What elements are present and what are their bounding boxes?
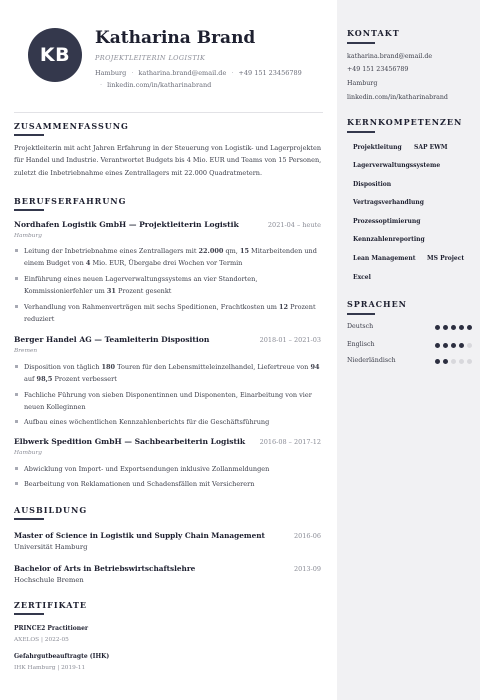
separator-dot: · — [131, 69, 134, 77]
header-city: Hamburg — [95, 69, 127, 77]
header-contact-line — [95, 69, 302, 77]
summary-heading: ZUSAMMENFASSUNG — [14, 121, 129, 131]
certificate-name: PRINCE2 Practitioner — [14, 625, 89, 632]
header-phone[interactable]: +49 151 23456789 — [238, 69, 302, 77]
skill-tag: Vertragsverhandlung — [353, 199, 424, 206]
level-dot — [451, 325, 456, 330]
job-bullet: Aufbau eines wöchentlichen Kennzahlenberichts für die Geschäftsführung — [24, 416, 324, 428]
skill-tag: Kennzahlenreporting — [353, 236, 425, 243]
avatar-initials: KB — [39, 44, 71, 66]
level-dot — [451, 343, 456, 348]
education-heading: AUSBILDUNG — [14, 505, 88, 515]
skill-tag: Projektleitung — [353, 144, 402, 151]
language-name: Englisch — [347, 341, 375, 348]
section-underline — [14, 518, 44, 520]
separator-dot: · — [231, 69, 234, 77]
job-bullet: Disposition von täglich 180 Touren für den Lebensmitteleinzelhandel, Liefertreue von 94 auf 98,5 Prozent verbessert — [24, 361, 324, 386]
job-bullet: Einführung eines neuen Lagerverwaltungssystems an vier Standorten, Kommissionierfehler um 31 Prozent gesenkt — [24, 273, 324, 298]
contact-heading: KONTAKT — [347, 28, 400, 38]
job-bullet: Fachliche Führung von sieben Disponentinnen und Disponenten, Einarbeitung von vier neuen Kolleginnen — [24, 389, 324, 414]
candidate-name: Katharina Brand — [95, 28, 256, 48]
sidebar-phone[interactable]: +49 151 23456789 — [347, 66, 409, 73]
job-title: Elbwerk Spedition GmbH — Sachbearbeiterin Logistik — [14, 437, 246, 446]
job-date: 2016-08 – 2017-12 — [259, 438, 321, 446]
section-underline — [347, 131, 375, 133]
skill-tag: MS Project — [427, 255, 465, 262]
section-underline — [14, 134, 44, 136]
education-degree: Master of Science in Logistik und Supply Chain Management — [14, 531, 265, 540]
sidebar-linkedin[interactable]: linkedin.com/in/katharinabrand — [347, 94, 448, 101]
job-bullet: Leitung der Inbetriebnahme eines Zentrallagers mit 22.000 qm, 15 Mitarbeitenden und einem Budget von 4 Mio. EUR, Übergabe drei Wochen vor Termin — [24, 245, 324, 270]
level-dot — [435, 343, 440, 348]
skill-tag: Lean Management — [353, 255, 416, 262]
certificates-heading: ZERTIFIKATE — [14, 600, 88, 610]
job-date: 2021-04 – heute — [267, 221, 321, 229]
level-dot — [443, 343, 448, 348]
level-dot — [435, 325, 440, 330]
job-title: Nordhafen Logistik GmbH — Projektleiterin Logistik — [14, 220, 239, 229]
job-location: Hamburg — [14, 233, 42, 239]
education-date: 2016-06 — [293, 532, 321, 540]
level-dot — [459, 325, 464, 330]
language-level-dots — [435, 343, 472, 348]
section-underline — [347, 313, 375, 315]
job-bullet: Abwicklung von Import- und Exportsendungen inklusive Zollanmeldungen — [24, 463, 324, 475]
certificate-name: Gefahrgutbeauftragte (IHK) — [14, 653, 110, 660]
skill-tag: Lagerverwaltungssysteme — [353, 162, 441, 169]
skill-tag: Excel — [353, 274, 371, 281]
job-bullet: Bearbeitung von Reklamationen und Schadensfällen mit Versicherern — [24, 478, 324, 490]
section-underline — [347, 42, 375, 44]
languages-heading: SPRACHEN — [347, 299, 407, 309]
certificate-meta: AXELOS | 2022-05 — [14, 637, 69, 643]
separator-dot: · — [100, 81, 103, 89]
level-dot — [451, 359, 456, 364]
section-underline — [14, 613, 44, 615]
job-location: Hamburg — [14, 450, 42, 456]
header-linkedin[interactable]: linkedin.com/in/katharinabrand — [107, 81, 212, 89]
language-level-dots — [435, 359, 472, 364]
job-title: Berger Handel AG — Teamleiterin Disposition — [14, 335, 210, 344]
certificate-meta: IHK Hamburg | 2019-11 — [14, 665, 86, 671]
level-dot — [467, 359, 472, 364]
level-dot — [467, 343, 472, 348]
language-name: Niederländisch — [347, 357, 396, 364]
education-institution: Universität Hamburg — [14, 543, 88, 551]
education-date: 2013-09 — [293, 565, 321, 573]
job-title-subtitle: PROJEKTLEITERIN LOGISTIK — [95, 54, 206, 62]
level-dot — [435, 359, 440, 364]
experience-heading: BERUFSERFAHRUNG — [14, 196, 127, 206]
education-institution: Hochschule Bremen — [14, 576, 84, 584]
job-bullet: Verhandlung von Rahmenverträgen mit sechs Speditionen, Frachtkosten um 12 Prozent reduziert — [24, 301, 324, 326]
sidebar-city: Hamburg — [347, 80, 378, 87]
sidebar — [337, 0, 480, 700]
language-name: Deutsch — [347, 323, 374, 330]
education-degree: Bachelor of Arts in Betriebswirtschaftslehre — [14, 564, 196, 573]
skill-tag: Disposition — [353, 181, 392, 188]
language-level-dots — [435, 325, 472, 330]
avatar — [28, 28, 82, 82]
level-dot — [443, 359, 448, 364]
level-dot — [459, 343, 464, 348]
job-location: Bremen — [14, 348, 38, 354]
header-divider — [14, 112, 323, 113]
summary-text: Projektleiterin mit acht Jahren Erfahrung in der Steuerung von Logistik- und Lagerprojekten für Handel und Industrie. Verantwortet Budgets bis 4 Mio. EUR und Teams von 15 Personen, zuletzt die Inbetriebnahme eines Zentrallagers mit 22.000 Quadratmetern. — [14, 144, 322, 177]
skills-heading: KERNKOMPETENZEN — [347, 117, 463, 127]
section-underline — [14, 209, 44, 211]
level-dot — [443, 325, 448, 330]
job-date: 2018-01 – 2021-03 — [259, 336, 321, 344]
level-dot — [467, 325, 472, 330]
header-email[interactable]: katharina.brand@email.de — [138, 69, 227, 77]
sidebar-email[interactable]: katharina.brand@email.de — [347, 53, 433, 60]
skill-tag: SAP EWM — [414, 144, 448, 151]
level-dot — [459, 359, 464, 364]
skill-tag: Prozessoptimierung — [353, 218, 421, 225]
header-linkedin-line — [95, 81, 211, 89]
